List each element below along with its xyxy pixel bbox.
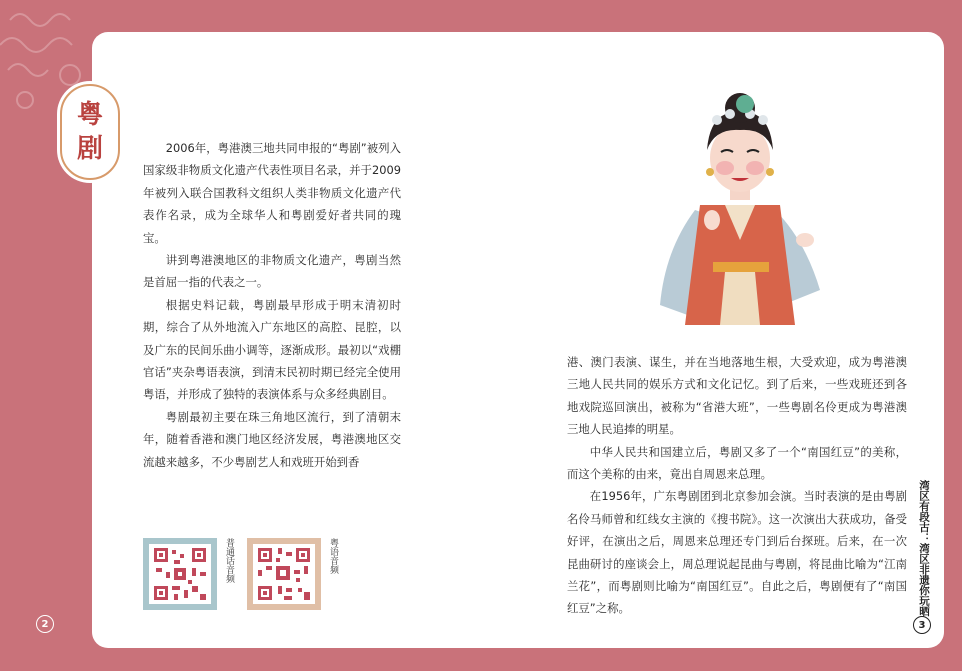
paragraph: 粤剧最初主要在珠三角地区流行，到了清朝末年，随着香港和澳门地区经济发展，粤港澳地区交流越来越多，不少粤剧艺人和戏班开始到香 [143, 409, 401, 469]
badge-char-2: 剧 [76, 134, 103, 164]
paragraph: 2006年，粤港澳三地共同申报的“粤剧”被列入国家级非物质文化遗产代表性项目名录，并于2009年被列入联合国教科文组织人类非物质文化遗产代表作名录，成为全球华人和粤剧爱好者共同的瑰宝。 [143, 141, 401, 245]
title-badge [60, 84, 120, 180]
badge-char-1: 粤 [76, 100, 103, 130]
paragraph: 根据史料记载，粤剧最早形成于明末清初时期，综合了从外地流入广东地区的高腔、昆腔，以及广东的民间乐曲小调等，逐渐成形。最初以“戏棚官话”夹杂粤语表演，到清末民初时期已经完全使用粤语，并形成了独特的表演体系与众多经典剧目。 [143, 297, 401, 402]
qr-code-icon [256, 546, 312, 602]
page-number-left: 2 [36, 615, 54, 633]
right-column-text [567, 351, 907, 620]
qr-label-mandarin: 普通话音频 [224, 538, 234, 583]
qr-code-cantonese[interactable] [247, 538, 321, 610]
qr-code-icon [152, 546, 208, 602]
section-side-label: 湾区有段古：湾区非遗你玩晒 [918, 480, 930, 617]
paragraph: 讲到粤港澳地区的非物质文化遗产，粤剧当然是首屈一指的代表之一。 [143, 253, 401, 290]
paragraph: 港、澳门表演、谋生，并在当地落地生根，大受欢迎，成为粤港澳三地人民共同的娱乐方式和文化记忆。到了后来，一些戏班还到各地戏院巡回演出，被称为“省港大班”，一些粤剧名伶更成为粤港澳三地人民追捧的明星。 [567, 355, 907, 437]
qr-label-cantonese: 粤语音频 [328, 538, 338, 574]
paragraph: 中华人民共和国建立后，粤剧又多了一个“南国红豆”的美称，而这个美称的由来，竟出自周恩来总理。 [567, 444, 907, 482]
left-column-text [143, 137, 401, 473]
page-number-right: 3 [913, 616, 931, 634]
paragraph: 在1956年，广东粤剧团到北京参加会演。当时表演的是由粤剧名伶马师曾和红线女主演的《搜书院》。这一次演出大获成功，备受好评，在演出之后，周恩来总理还专门到后台探班。后来，在一次昆曲研讨的座谈会上，周总理说起昆曲与粤剧，将昆曲比喻为“江南兰花”，而粤剧则比喻为“南国红豆”。自此之后，粤剧便有了“南国红豆”之称。 [567, 489, 907, 616]
qr-code-mandarin[interactable] [143, 538, 217, 610]
opera-performer-illustration [655, 90, 825, 330]
